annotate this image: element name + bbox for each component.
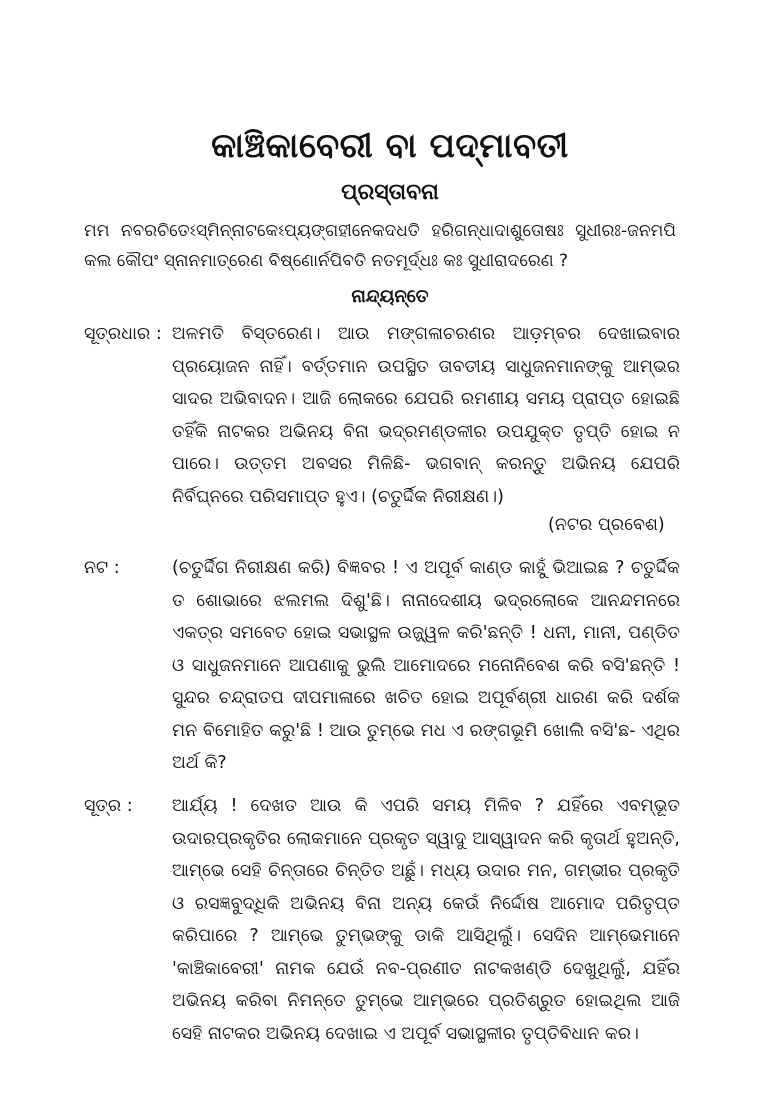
page-title: କାଞ୍ଚିକାବେରୀ ବା ପଦ୍ମାବତୀ (211, 126, 569, 166)
speaker-label: ନଟ : (84, 558, 120, 578)
dialogue-block (84, 552, 680, 782)
speaker-label: ସୂତ୍ର : (84, 796, 133, 816)
speech-paragraph: ଅଳମତି ବିସ୍ତରେଣ। ଆଉ ମଙ୍ଗଳାଚରଣର ଆଡ଼ମ୍ବର ଦେଖାଇବାର ପ୍ରୟୋଜନ ନାହିଁ। ବର୍ତ୍ତମାନ ଉପସ୍ଥିତ ତାବତୀୟ ସାଧୁଜନମାନଙ୍କୁ ଆମ୍ଭର ସାଦର ଅଭିବାଦନ। ଆଜି ଲୋକରେ ଯେପରି ରମଣୀୟ ସମୟ ପ୍ରାପ୍ତ ହୋଇଛି ତହିଁକି ନାଟକର ଅଭିନୟ ବିନା ଭଦ୍ରମଣ୍ଡଳୀର ଉପଯୁକ୍ତ ତୃପ୍ତି ହୋଇ ନ ପାରେ। ଉତ୍ତମ ଅବସର ମିଳିଛି- ଭଗବାନ୍ କରନ୍ତୁ ଅଭିନୟ ଯେପରି ନିର୍ବିଘ୍ନରେ ପରିସମାପ୍ତ ହୁଏ। (ଚତୁର୍ଦ୍ଦିକ ନିରୀକ୍ଷଣ।) (172, 324, 680, 507)
speech-text (172, 790, 680, 1050)
speech-paragraph: ଆର୍ଯ୍ୟ ! ଦେଖତ ଆଉ କି ଏପରି ସମୟ ମିଳିବ ? ଯହିଁରେ ଏବମ୍ଭୂତ ଉଦାରପ୍ରକୃତିର ଲୋକମାନେ ପ୍ରକୃତ ସ୍ୱାଦୁ ଆସ୍ୱାଦନ କରି କୃତାର୍ଥ ହୁଅନ୍ତି, ଆମ୍ଭେ ସେହି ଚିନ୍ତାରେ ଚିନ୍ତିତ ଅଛୁଁ। ମଧ୍ୟ ଉଦାର ମନ, ଗମ୍ଭୀର ପ୍ରକୃତି ଓ ରସଜ୍ଞବୁଦ୍ଧିକି ଅଭିନୟ ବିନା ଅନ୍ୟ କେଉଁ ନିର୍ଦ୍ଦୋଷ ଆମୋଦ ପରିତୃପ୍ତ କରିପାରେ ? ଆମ୍ଭେ ତୁମ୍ଭଙ୍କୁ ଡାକି ଆସିଥିଲୁଁ। ସେଦିନ ଆମ୍ଭେମାନେ 'କାଞ୍ଚିକାବେରୀ' ନାମକ ଯେଉଁ ନବ-ପ୍ରଣୀତ ନାଟକଖଣ୍ଡି ଦେଖୁଥିଲୁଁ, ଯହିଁର ଅଭିନୟ କରିବା ନିମନ୍ତେ ତୁମ୍ଭେ ଆମ୍ଭରେ ପ୍ରତିଶ୍ରୁତ ହୋଇଥିଲ ଆଜି ସେହି ନାଟକର ଅଭିନୟ ଦେଖାଇ ଏ ଅପୂର୍ବ ସଭାସ୍ଥଳୀର ତୃପ୍ତିବିଧାନ କର। (172, 796, 680, 1044)
speaker-label: ସୂତ୍ରଧାର : (84, 324, 162, 344)
stage-direction: (ନଟର ପ୍ରବେଶ) (548, 515, 665, 535)
nandyante-heading: ନାନ୍ଦ୍ୟନ୍ତେ (351, 286, 429, 307)
dialogue-block (84, 318, 680, 518)
section-heading: ପ୍ରସ୍ତାବନା (341, 180, 439, 205)
speech-text (172, 552, 680, 780)
sanskrit-verse: ମମ ନବରଚିତେଽସ୍ମିନ୍ନାଟକେଽପ୍ୟଙ୍ଗହୀନେକଦଧତି ହରିଗନ୍ଧାଦାଶୁତୋଷଃ ସୁଧୀରଃ-ଜନମପି କଲ କୌପଂ ସ୍ନାନମାତ୍ରେଣ ବିଷ୍ଣୋର୍ନପିବତି ନତମୂର୍ଦ୍ଧଃ କଃ ସୁଧୀରାଦରେଣ ? (84, 221, 676, 271)
speech-paragraph: (ଚତୁର୍ଦ୍ଦିଗ ନିରୀକ୍ଷଣ କରି) ବିଜ୍ଞବର ! ଏ ଅପୂର୍ବ କାଣ୍ଡ କାହୁଁ ଭିଆଇଛ ? ଚତୁର୍ଦ୍ଦିକ ତ ଶୋଭାରେ ଝଲମଲ ଦିଶୁ'ଛି। ନାନାଦେଶୀୟ ଭଦ୍ରଲୋକେ ଆନନ୍ଦମନରେ ଏକତ୍ର ସମବେତ ହୋଇ ସଭାସ୍ଥଳ ଉଜ୍ଜ୍ୱଳ କରି'ଛନ୍ତି ! ଧନୀ, ମାନୀ, ପଣ୍ଡିତ ଓ ସାଧୁଜନମାନେ ଆପଣାକୁ ଭୁଲି ଆମୋଦରେ ମନୋନିବେଶ କରି ବସି'ଛନ୍ତି ! ସୁନ୍ଦର ଚନ୍ଦ୍ରାତପ ଦୀପମାଳାରେ ଖଚିତ ହୋଇ ଅପୂର୍ବଶ୍ରୀ ଧାରଣ କରି ଦର୍ଶକ ମନ ବିମୋହିତ କରୁ'ଛି ! ଆଉ ତୁମ୍ଭେ ମଧ ଏ ରଙ୍ଗଭୂମି ଖୋଲି ବସି'ଛ- ଏଥିର ଅର୍ଥ କି? (172, 558, 680, 773)
speech-text (172, 318, 680, 513)
dialogue-block (84, 790, 680, 1060)
